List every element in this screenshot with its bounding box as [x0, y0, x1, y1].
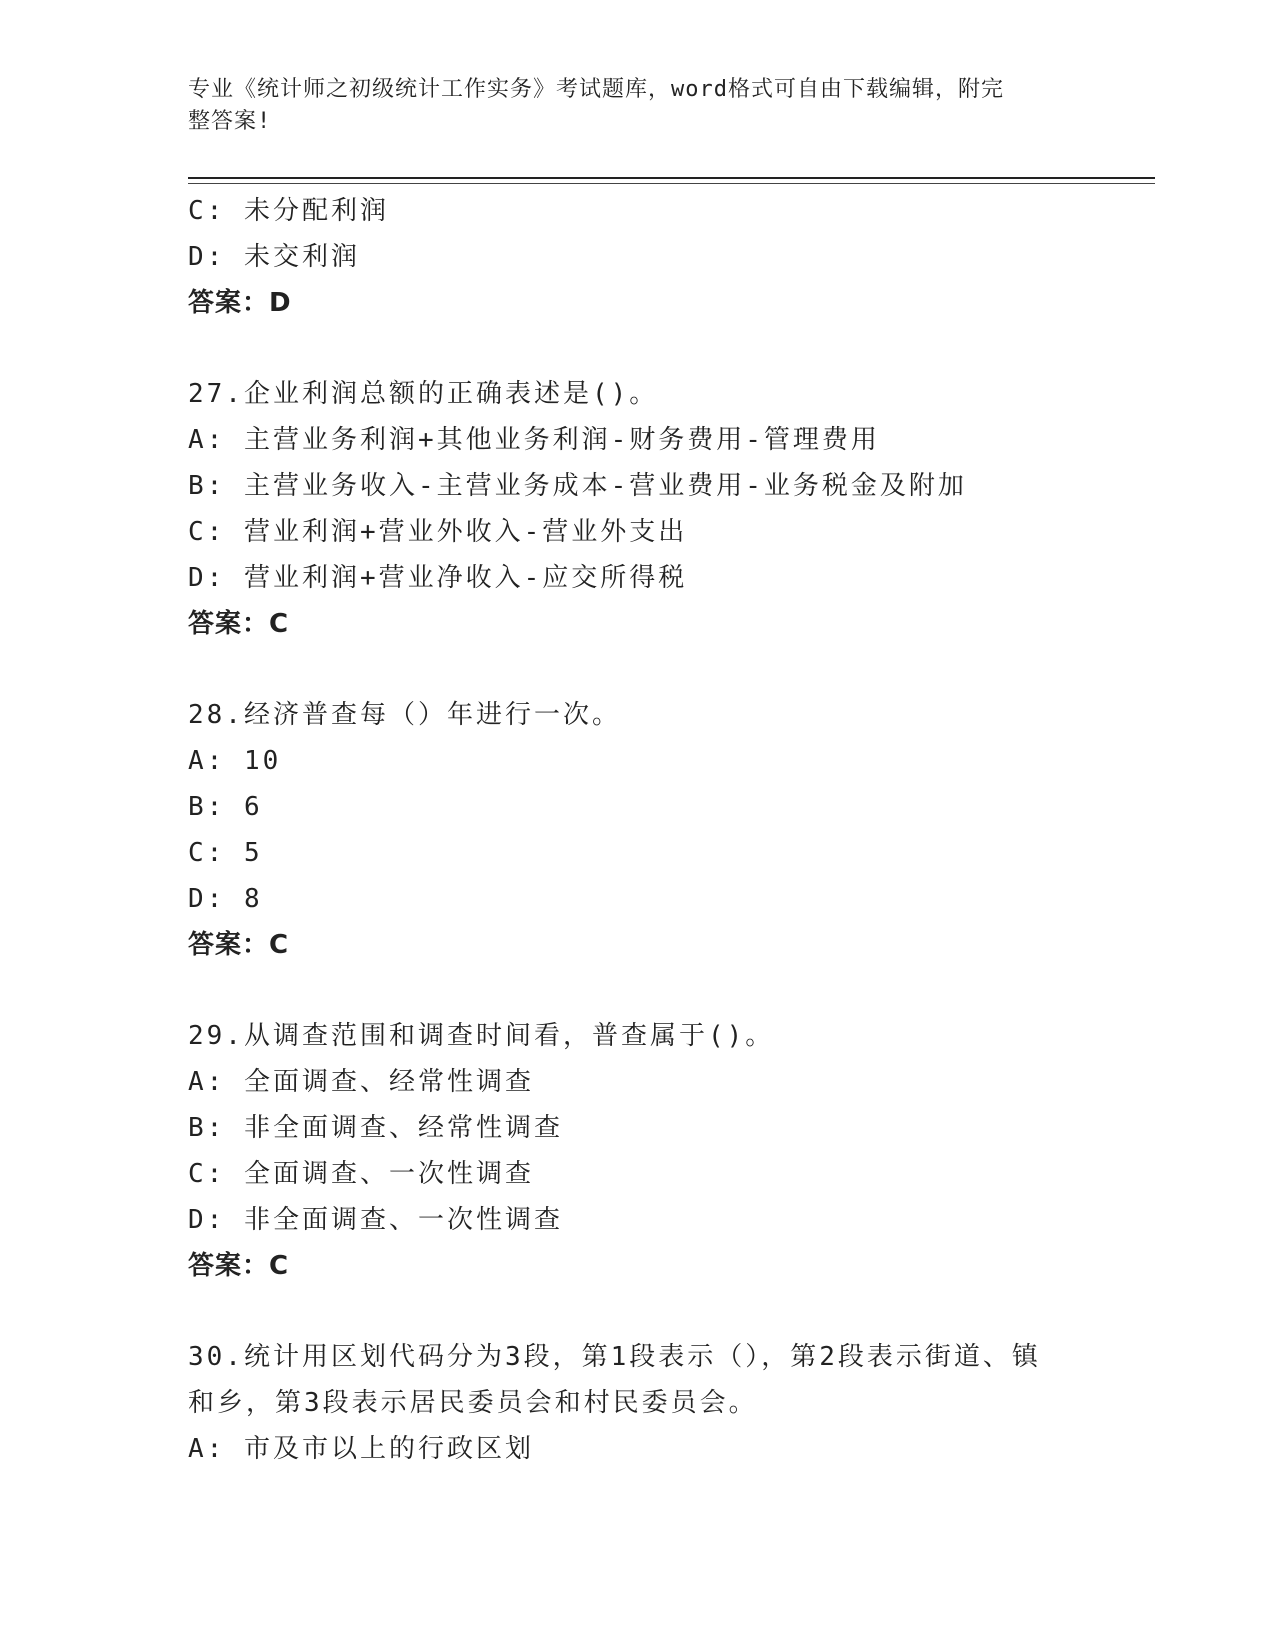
- option-a: A: 主营业务利润+其他业务利润-财务费用-管理费用: [188, 425, 880, 455]
- option-d: D: 8: [188, 884, 263, 914]
- option-d: D: 未交利润: [188, 242, 360, 272]
- option-a: A: 10: [188, 746, 282, 776]
- option-c: C: 全面调查、一次性调查: [188, 1159, 534, 1189]
- option-c: C: 营业利润+营业外收入-营业外支出: [188, 517, 688, 547]
- question-title-line-1: 30.统计用区划代码分为3段，第1段表示（），第2段表示街道、镇: [188, 1342, 1041, 1372]
- answer: 答案：C: [188, 1251, 290, 1281]
- header-divider-thin: [188, 183, 1155, 184]
- option-c: C: 未分配利润: [188, 196, 389, 226]
- page-header: [188, 74, 1068, 138]
- option-b: B: 主营业务收入-主营业务成本-营业费用-业务税金及附加: [188, 471, 967, 501]
- question-28: [188, 692, 1148, 968]
- answer: 答案：C: [188, 609, 290, 639]
- option-a: A: 市及市以上的行政区划: [188, 1434, 534, 1464]
- option-b: B: 非全面调查、经常性调查: [188, 1113, 563, 1143]
- header-line-2: 整答案!: [188, 109, 272, 134]
- question-title: 29.从调查范围和调查时间看，普查属于()。: [188, 1021, 775, 1051]
- question-title-line-2: 和乡，第3段表示居民委员会和村民委员会。: [188, 1388, 758, 1418]
- question-26-continued: [188, 188, 1148, 326]
- answer: 答案：C: [188, 930, 290, 960]
- answer: 答案：D: [188, 288, 292, 318]
- option-b: B: 6: [188, 792, 263, 822]
- header-line-1: 专业《统计师之初级统计工作实务》考试题库，word格式可自由下载编辑，附完: [188, 77, 1004, 102]
- header-divider-thick: [188, 177, 1155, 179]
- question-27: [188, 371, 1148, 647]
- question-title: 27.企业利润总额的正确表述是()。: [188, 379, 659, 409]
- question-title: 28.经济普查每（）年进行一次。: [188, 700, 621, 730]
- question-29: [188, 1013, 1148, 1289]
- option-d: D: 非全面调查、一次性调查: [188, 1205, 563, 1235]
- option-c: C: 5: [188, 838, 263, 868]
- option-d: D: 营业利润+营业净收入-应交所得税: [188, 563, 688, 593]
- question-30: [188, 1334, 1148, 1472]
- option-a: A: 全面调查、经常性调查: [188, 1067, 534, 1097]
- question-content: [188, 188, 1148, 1472]
